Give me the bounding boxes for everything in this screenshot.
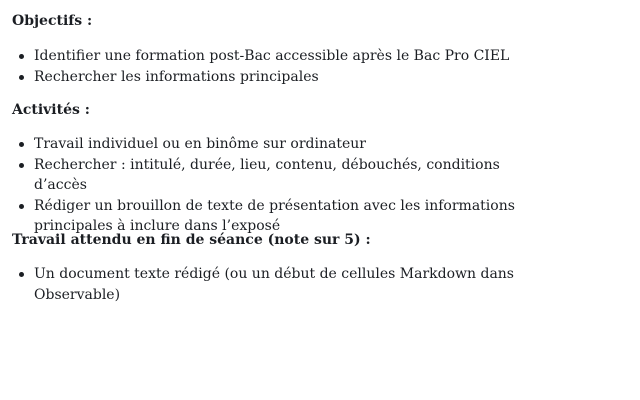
- travail-attendu-list: [12, 264, 532, 305]
- list-item: Identifier une formation post-Bac accessible après le Bac Pro CIEL: [12, 46, 532, 67]
- list-item: Un document texte rédigé (ou un début de cellules Markdown dans Observable): [12, 264, 532, 305]
- list-item: Travail individuel ou en binôme sur ordinateur: [12, 134, 532, 155]
- list-item: Rechercher : intitulé, durée, lieu, contenu, débouchés, conditions d’accès: [12, 155, 532, 196]
- list-item: Rédiger un brouillon de texte de présentation avec les informations principales à inclure dans l’exposé: [12, 196, 532, 237]
- section-heading-travail-attendu: Travail attendu en fin de séance (note sur 5) :: [12, 232, 371, 248]
- objectifs-list: [12, 46, 532, 87]
- section-heading-activites: Activités :: [12, 102, 90, 118]
- section-heading-objectifs: Objectifs :: [12, 13, 93, 29]
- activites-list: [12, 134, 532, 237]
- list-item: Rechercher les informations principales: [12, 67, 532, 88]
